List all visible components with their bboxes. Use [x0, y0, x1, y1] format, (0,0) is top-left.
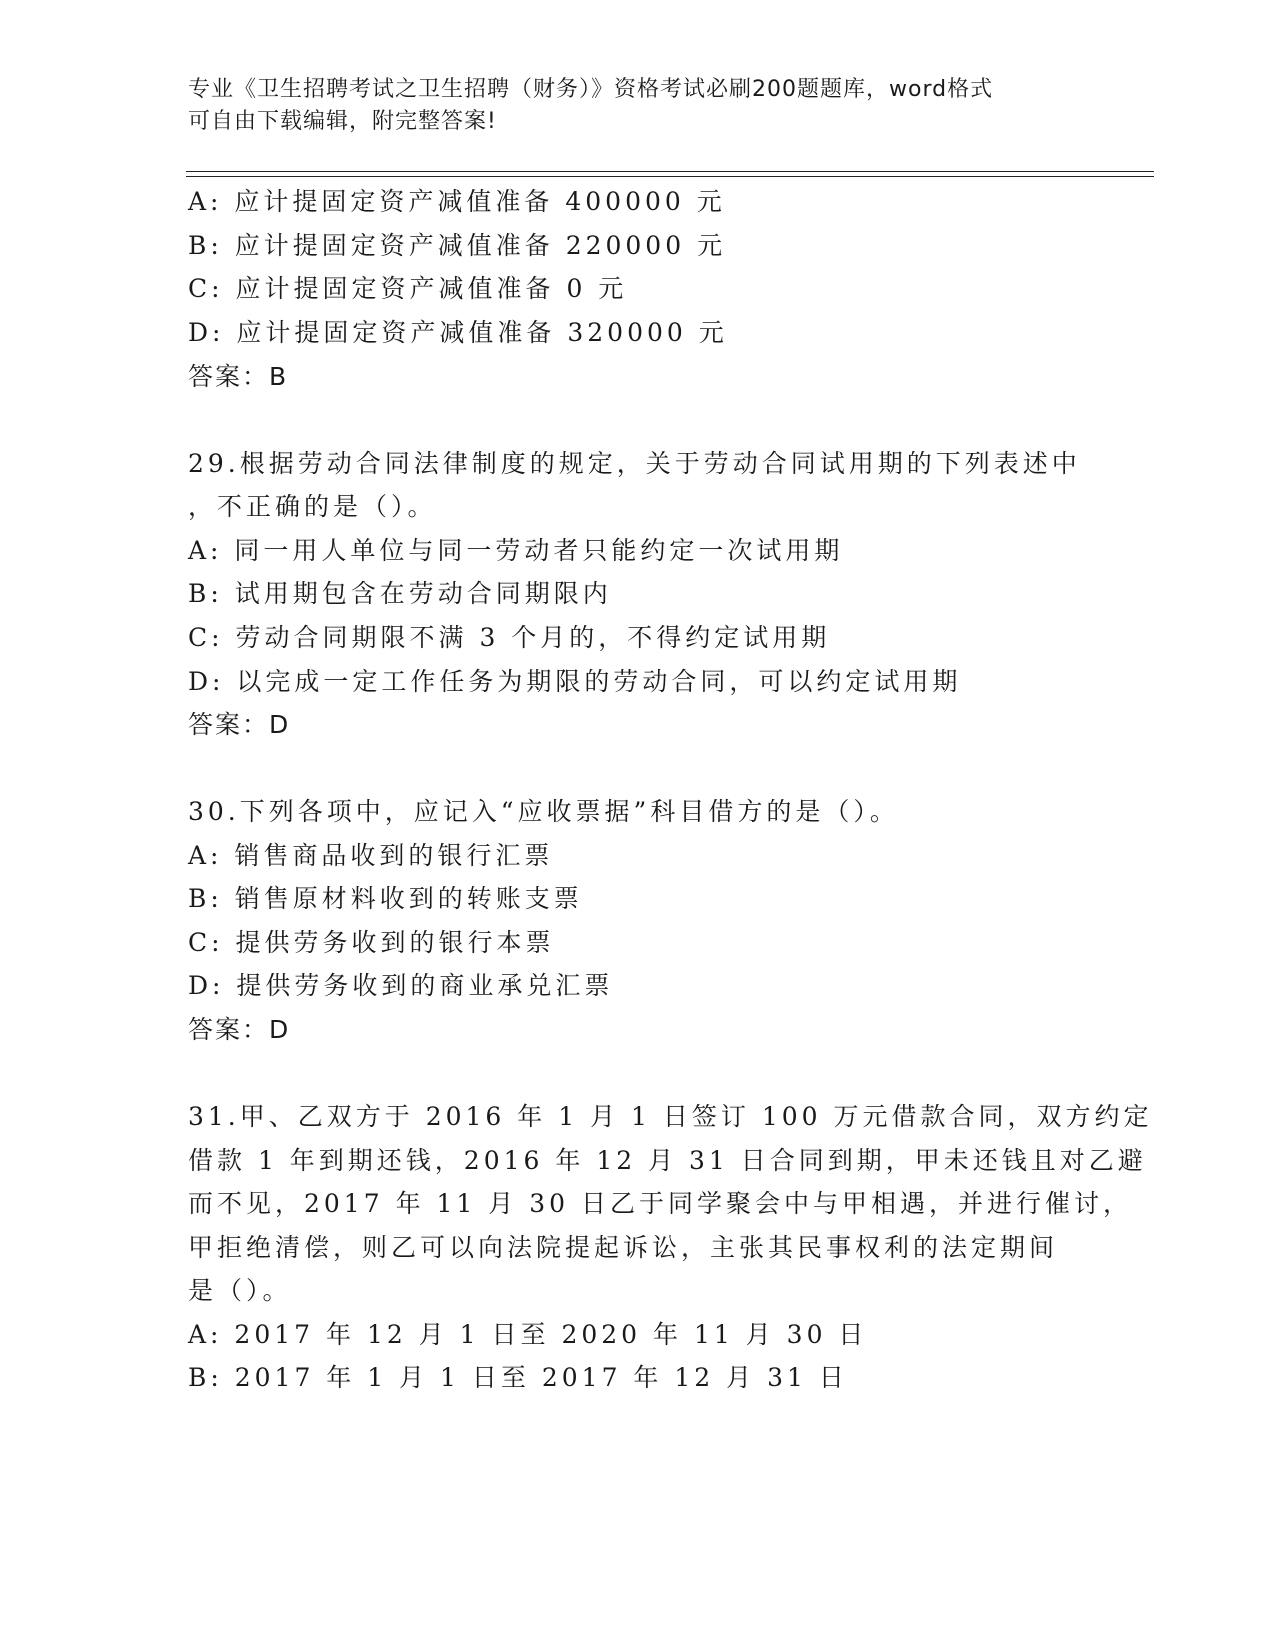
q31-stem-line-2: 借款 1 年到期还钱，2016 年 12 月 31 日合同到期，甲未还钱且对乙避: [188, 1146, 1147, 1175]
q30-stem-line-1: 30.下列各项中，应记入“应收票据”科目借方的是（）。: [188, 797, 899, 826]
q28-answer: 答案：B: [188, 362, 289, 391]
q30-option-c: C: 提供劳务收到的银行本票: [188, 928, 555, 957]
q30-option-b: B: 销售原材料收到的转账支票: [188, 884, 583, 913]
q30-option-d: D: 提供劳务收到的商业承兑汇票: [188, 971, 614, 1000]
q28-option-b: B: 应计提固定资产减值准备 220000 元: [188, 231, 727, 260]
header-rule-bottom: [186, 176, 1154, 177]
q30-option-a: A: 销售商品收到的银行汇票: [188, 841, 554, 870]
header-line-2: 可自由下载编辑，附完整答案!: [188, 109, 497, 134]
q30-answer: 答案：D: [188, 1015, 291, 1044]
document-header: [188, 74, 1088, 138]
q31-option-a: A: 2017 年 12 月 1 日至 2020 年 11 月 30 日: [188, 1320, 868, 1349]
q29-stem-line-2: ，不正确的是（）。: [188, 492, 437, 521]
q28-option-d: D: 应计提固定资产减值准备 320000 元: [188, 318, 728, 347]
q31-stem-line-5: 是（）。: [188, 1276, 292, 1305]
q31-stem-line-1: 31.甲、乙双方于 2016 年 1 月 1 日签订 100 万元借款合同，双方约定: [188, 1102, 1153, 1131]
q29-answer: 答案：D: [188, 710, 291, 739]
q31-option-b: B: 2017 年 1 月 1 日至 2017 年 12 月 31 日: [188, 1363, 848, 1392]
q28-option-c: C: 应计提固定资产减值准备 0 元: [188, 274, 628, 303]
q29-stem-line-1: 29.根据劳动合同法律制度的规定，关于劳动合同试用期的下列表述中: [188, 449, 1081, 478]
q31-stem-line-4: 甲拒绝清偿，则乙可以向法院提起诉讼，主张其民事权利的法定期间: [188, 1233, 1059, 1262]
q29-option-a: A: 同一用人单位与同一劳动者只能约定一次试用期: [188, 536, 844, 565]
q29-option-b: B: 试用期包含在劳动合同期限内: [188, 579, 612, 608]
q29-option-d: D: 以完成一定工作任务为期限的劳动合同，可以约定试用期: [188, 667, 962, 696]
q28-option-a: A: 应计提固定资产减值准备 400000 元: [188, 187, 726, 216]
header-rule-top: [186, 171, 1154, 172]
q29-option-c: C: 劳动合同期限不满 3 个月的，不得约定试用期: [188, 623, 831, 652]
header-line-1: 专业《卫生招聘考试之卫生招聘（财务）》资格考试必刷200题题库，word格式: [188, 77, 994, 102]
q31-stem-line-3: 而不见，2017 年 11 月 30 日乙于同学聚会中与甲相遇，并进行催讨，: [188, 1189, 1132, 1218]
